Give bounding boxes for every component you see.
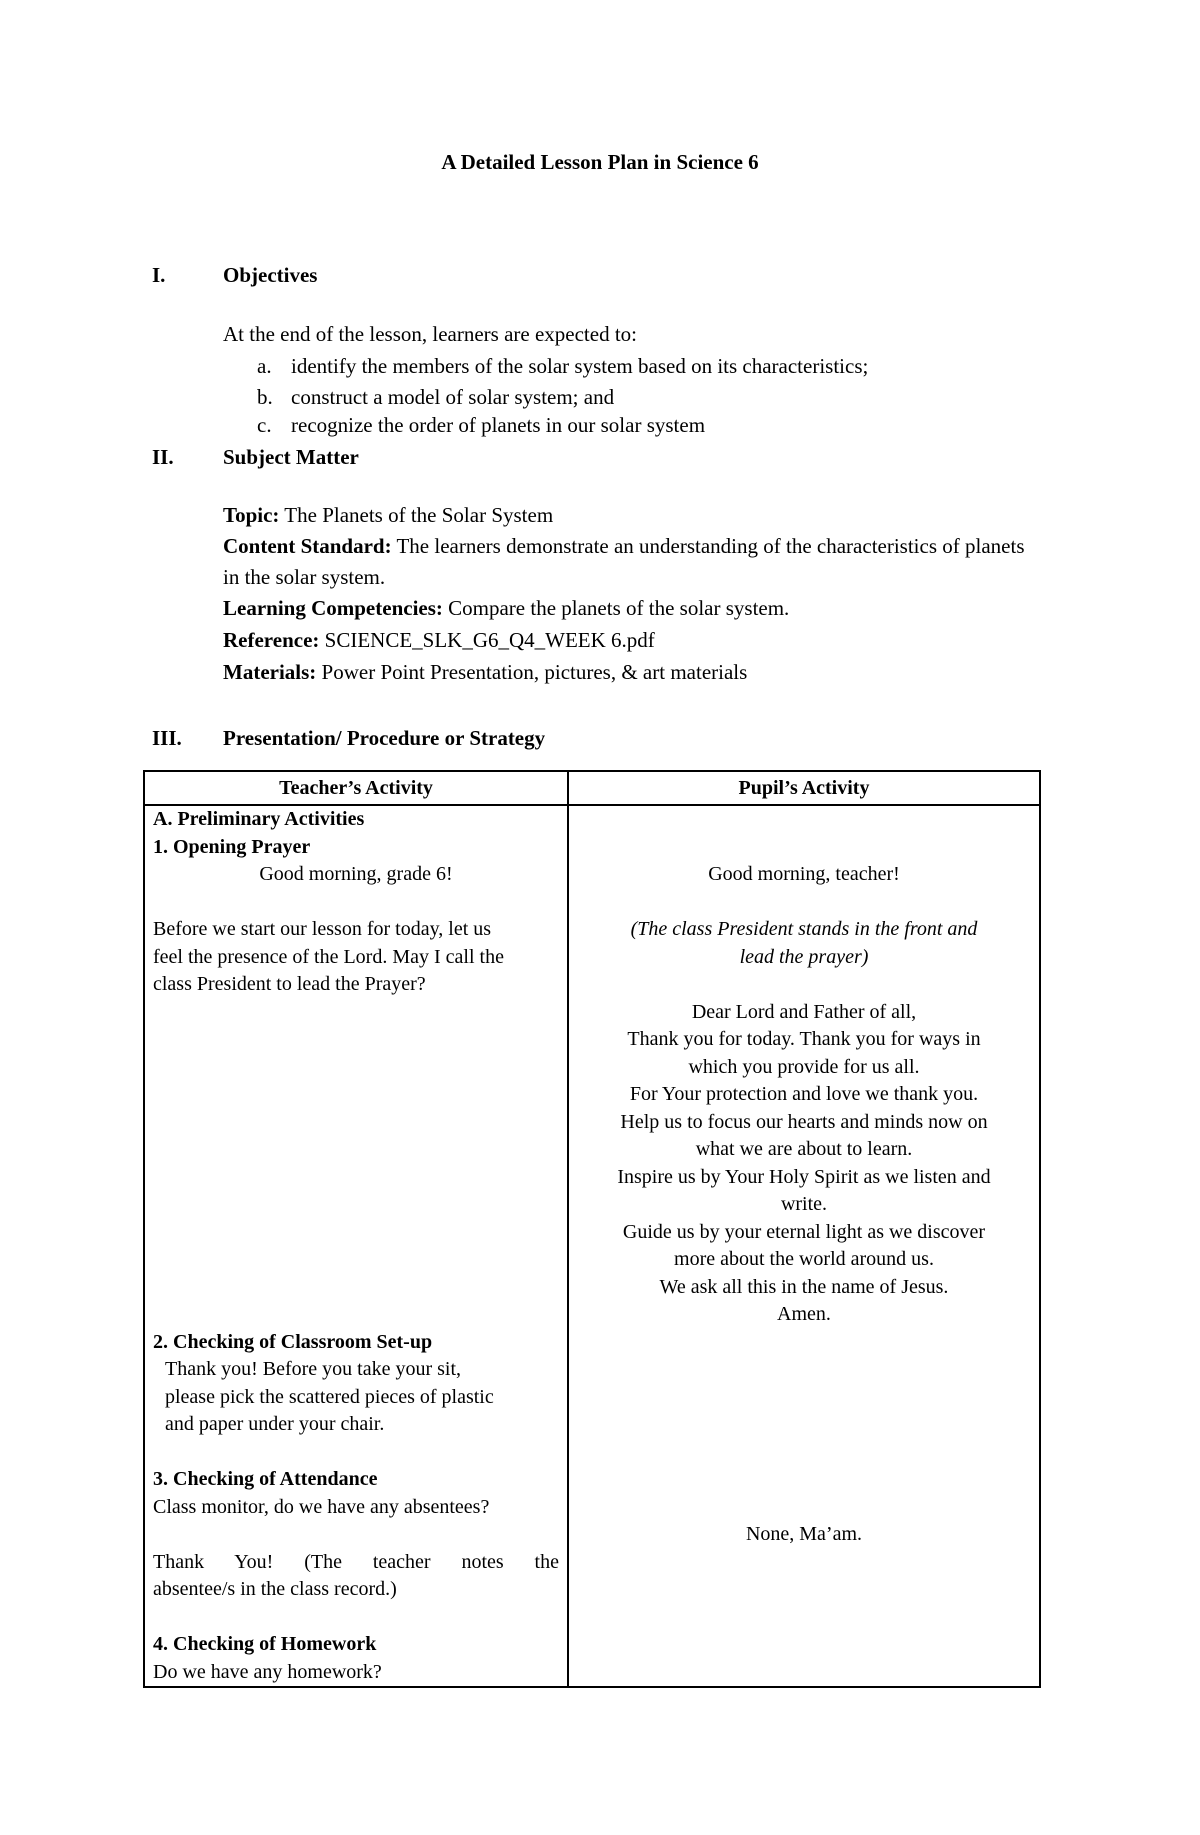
prayer-line: For Your protection and love we thank you.: [629, 1083, 979, 1105]
prayer-line: Amen.: [777, 1303, 831, 1325]
pupil-activity-cell: [568, 805, 1040, 1687]
procedure-number: III.: [152, 726, 182, 750]
content-standard-label: Content Standard:: [223, 534, 392, 558]
teacher-activity-cell: [144, 805, 568, 1687]
prayer-line: Thank you for today. Thank you for ways in: [627, 1028, 981, 1050]
attendance-note-line: Thank You! (The teacher notes the: [153, 1550, 559, 1573]
activity-table: [143, 770, 1041, 1688]
objectives-number: I.: [152, 263, 166, 287]
prayer-request-line: class President to lead the Prayer?: [153, 973, 426, 995]
competencies-value: Compare the planets of the solar system.: [448, 596, 790, 620]
topic-value: The Planets of the Solar System: [284, 503, 554, 527]
competencies-line: [223, 596, 1123, 620]
objectives-heading: Objectives: [223, 263, 318, 287]
pupil-greeting: Good morning, teacher!: [708, 863, 900, 885]
reference-line: [223, 628, 1123, 652]
teacher-greeting: Good morning, grade 6!: [259, 863, 453, 885]
reference-label: Reference:: [223, 628, 320, 652]
attendance-answer: None, Ma’am.: [745, 1522, 863, 1545]
opening-prayer-heading: 1. Opening Prayer: [153, 835, 311, 858]
objective-marker: b.: [257, 385, 273, 409]
prayer-line: Guide us by your eternal light as we discover: [622, 1220, 986, 1243]
topic-label: Topic:: [223, 503, 280, 527]
classroom-setup-line: please pick the scattered pieces of plastic: [165, 1385, 494, 1408]
classroom-setup-heading: 2. Checking of Classroom Set-up: [153, 1330, 433, 1353]
table-row: [144, 805, 1040, 1687]
prayer-line: more about the world around us.: [674, 1248, 934, 1270]
classroom-setup-line: Thank you! Before you take your sit,: [165, 1358, 462, 1380]
attendance-heading: 3. Checking of Attendance: [153, 1468, 378, 1490]
topic-line: [223, 503, 1123, 527]
objective-text: recognize the order of planets in our solar system: [291, 413, 706, 437]
prayer-line: write.: [780, 1193, 828, 1215]
attendance-question: Class monitor, do we have any absentees?: [153, 1495, 490, 1518]
homework-question: Do we have any homework?: [153, 1660, 382, 1683]
prayer-request-line: feel the presence of the Lord. May I call the: [153, 945, 504, 968]
materials-label: Materials:: [223, 660, 317, 684]
materials-value: Power Point Presentation, pictures, & art materials: [321, 660, 748, 684]
reference-value: SCIENCE_SLK_G6_Q4_WEEK 6.pdf: [324, 628, 655, 652]
prayer-line: Inspire us by Your Holy Spirit as we listen and: [617, 1165, 991, 1188]
preliminary-activities-heading: A. Preliminary Activities: [153, 808, 365, 830]
teacher-activity-header: Teacher’s Activity: [144, 771, 568, 805]
content-standard-value: The learners demonstrate an understanding of the characteristics of planets: [396, 534, 1025, 558]
prayer-line: Dear Lord and Father of all,: [691, 1000, 917, 1023]
content-standard-line: [223, 534, 1123, 558]
classroom-setup-line: and paper under your chair.: [165, 1413, 385, 1435]
prayer-line: which you provide for us all.: [688, 1055, 920, 1078]
pupil-activity-header: Pupil’s Activity: [568, 771, 1040, 805]
objective-marker: a.: [257, 354, 272, 378]
subject-matter-number: II.: [152, 445, 174, 469]
objective-text: construct a model of solar system; and: [291, 385, 615, 409]
prayer-line: what we are about to learn.: [695, 1138, 913, 1160]
table-header-row: [144, 771, 1040, 805]
procedure-heading: Presentation/ Procedure or Strategy: [223, 726, 546, 750]
prayer-line: We ask all this in the name of Jesus.: [659, 1275, 949, 1298]
prayer-line: Help us to focus our hearts and minds now on: [620, 1110, 988, 1133]
document-title: A Detailed Lesson Plan in Science 6: [441, 150, 759, 174]
materials-line: [223, 660, 1123, 684]
attendance-note-line: absentee/s in the class record.): [153, 1578, 397, 1600]
objective-marker: c.: [257, 413, 272, 437]
stage-direction-line: lead the prayer): [739, 945, 869, 968]
competencies-label: Learning Competencies:: [223, 596, 443, 620]
subject-matter-heading: Subject Matter: [223, 445, 359, 469]
prayer-request-line: Before we start our lesson for today, let us: [153, 918, 492, 940]
content-standard-continuation: in the solar system.: [223, 565, 386, 589]
objective-text: identify the members of the solar system based on its characteristics;: [291, 354, 869, 378]
objectives-intro: At the end of the lesson, learners are expected to:: [223, 322, 638, 346]
homework-heading: 4. Checking of Homework: [153, 1633, 377, 1655]
stage-direction-line: (The class President stands in the front and: [630, 918, 978, 940]
